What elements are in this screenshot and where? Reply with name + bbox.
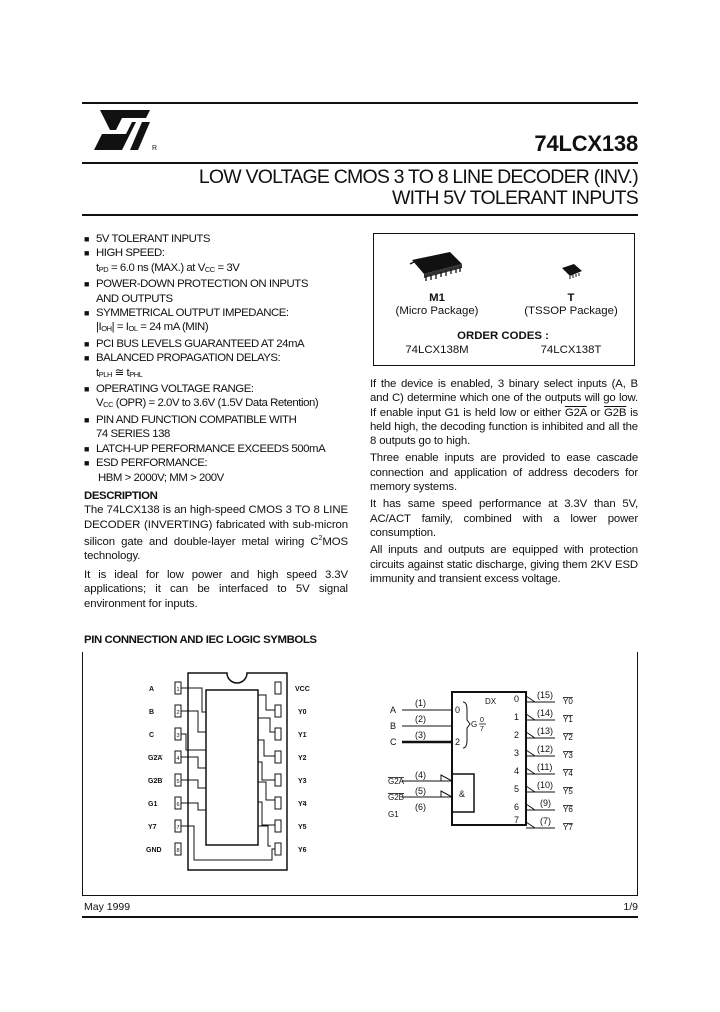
svg-text:(7): (7) [540,816,551,826]
feature-item: ■ OPERATING VOLTAGE RANGE: [84,383,254,396]
feature-detail: $|I_{OH}| = I_{OL} = 24$ mA (MIN) [96,321,209,334]
svg-text:(12): (12) [537,744,554,754]
bullet-icon: ■ [84,384,89,395]
svg-text:1: 1 [514,712,520,722]
pin-label-g1: G1 [148,801,158,808]
svg-text:6: 6 [514,802,520,812]
pin-label-g2a: G2A [148,755,163,762]
svg-text:(4): (4) [415,770,426,780]
pin-label-y6: Y6 [298,847,307,854]
svg-text:(3): (3) [415,730,426,740]
feature-detail: $t_{PD} = 6.0$ ns (MAX.) at $V_{CC} = 3V$ [96,261,240,274]
right-p4: All inputs and outputs are equipped with protection circuits against static discharge, giving them 2KV ESD immunity and transient excess voltage. [370,544,638,585]
dip-pin-diagram [140,670,320,880]
iec-logic-symbol [385,680,585,860]
features-list [84,232,364,485]
svg-text:0: 0 [514,694,520,704]
order-code-t: 74LCX138T [540,344,602,356]
dx-label: DX [485,697,497,706]
feature-item: ■ HIGH SPEED: [84,247,165,260]
description-section [84,489,348,615]
feature-item: ■ ESD PERFORMANCE: [84,457,208,470]
pin-label-y2: Y2 [298,755,307,762]
svg-text:7: 7 [480,726,484,733]
svg-text:C: C [390,737,397,747]
order-code-m: 74LCX138M [405,344,469,356]
svg-text:Y1: Y1 [563,715,573,724]
svg-text:Y0: Y0 [563,697,573,706]
svg-text:B: B [390,721,397,731]
svg-text:4: 4 [514,766,520,776]
st-logo [92,108,162,152]
feature-detail: 74 SERIES 138 [96,428,170,441]
subtitle-rule [82,214,638,216]
footer-date: May 1999 [84,901,131,913]
pin-label-y7: Y7 [148,824,157,831]
right-p1: If the device is enabled, 3 binary select inputs (A, B and C) determine which one of the outputs will go low. If enable input G1 is held low or either G2A or G2B is held high, the decoding function is inhibited and all the 8 outputs go to high. [370,378,638,448]
svg-text:(1): (1) [415,698,426,708]
device-description [370,377,638,589]
pin-label-gnd: GND [146,847,162,854]
svg-text:(10): (10) [537,780,554,790]
pin-label-y4: Y4 [298,801,307,808]
order-codes-label: ORDER CODES : [457,330,549,342]
description-p2: It is ideal for low power and high speed 3.3V applications; it can be interfaced to 5V signal environment for inputs. [84,568,348,610]
svg-text:5: 5 [514,784,520,794]
svg-text:G2A: G2A [388,777,405,786]
bullet-icon: ■ [84,234,89,244]
feature-item: ■ PCI BUS LEVELS GUARANTEED AT 24mA [84,337,305,350]
svg-text:A: A [390,705,397,715]
svg-text:6: 6 [176,802,180,808]
svg-text:3: 3 [176,733,180,739]
bullet-icon: ■ [84,414,89,425]
title-rule [82,162,638,164]
svg-text:1: 1 [176,687,180,693]
bullet-icon: ■ [84,279,89,290]
svg-text:Y5: Y5 [563,787,573,796]
pin-label-a: A [149,686,155,693]
feature-item: ■ PIN AND FUNCTION COMPATIBLE WITH [84,413,297,426]
svg-text:Y3: Y3 [563,751,573,760]
feature-detail: HBM > 2000V; MM > 200V [98,471,224,484]
feature-item: ■ 5V TOLERANT INPUTS [84,233,211,245]
feature-detail: $t_{PLH}$ ≅ $t_{PHL}$ [96,366,143,379]
right-p2: Three enable inputs are provided to ease cascade connection and application of address decoders for memory systems. [370,452,638,494]
pin-label-y1: Y1 [298,732,307,739]
pin-label-y5: Y5 [298,824,307,831]
tssop-package-icon [560,262,584,287]
package-box [373,233,635,366]
svg-text:Y7: Y7 [563,823,573,832]
bullet-icon: ■ [84,458,89,469]
svg-text:4: 4 [176,756,180,762]
svg-text:Y2: Y2 [563,733,573,742]
feature-detail: AND OUTPUTS [96,292,173,305]
pin-label-y0: Y0 [298,709,307,716]
bullet-icon: ■ [84,443,89,454]
bullet-icon: ■ [84,338,89,349]
svg-text:0: 0 [480,717,484,724]
pin-label-c: C [149,732,155,739]
svg-text:G2B: G2B [388,793,405,802]
svg-text:5: 5 [176,779,180,785]
svg-text:Y6: Y6 [563,805,573,814]
svg-text:0: 0 [455,705,461,715]
svg-text:(11): (11) [537,762,553,772]
part-number: 74LCX138 [534,131,638,156]
feature-item: ■ POWER-DOWN PROTECTION ON INPUTS [84,278,308,291]
svg-text:2: 2 [514,730,520,740]
pin-label-g2b: G2B [148,778,163,785]
footer-page: 1/9 [623,901,638,913]
bullet-icon: ■ [84,353,89,364]
svg-text:(14): (14) [537,708,554,718]
pin-section-title: PIN CONNECTION AND IEC LOGIC SYMBOLS [84,634,317,646]
svg-text:G: G [471,720,478,729]
description-p1: The 74LCX138 is an high-speed CMOS 3 TO 8 LINE DECODER (INVERTING) fabricated with sub-micron silicon gate and double-layer metal wiring $C^2MOS$ technology. [84,504,348,563]
svg-text:&: & [459,789,466,799]
svg-text:(5): (5) [415,786,426,796]
svg-text:8: 8 [176,848,180,854]
svg-text:(15): (15) [537,690,554,700]
package-m1: M1 (Micro Package) [395,292,479,317]
pin-label-y3: Y3 [298,778,307,785]
feature-item: ■ BALANCED PROPAGATION DELAYS: [84,352,281,365]
package-t: T (TSSOP Package) [524,292,618,317]
feature-item: ■ SYMMETRICAL OUTPUT IMPEDANCE: [84,307,289,320]
svg-text:7: 7 [514,815,520,825]
feature-item: ■ LATCH-UP PERFORMANCE EXCEEDS 500mA [84,442,326,455]
footer-rule [82,916,638,918]
description-heading: DESCRIPTION [84,490,158,502]
svg-text:G1: G1 [388,810,399,819]
top-rule [82,102,638,104]
bullet-icon: ■ [84,308,89,319]
so16-package-icon [406,250,466,289]
svg-text:7: 7 [176,825,180,831]
svg-text:2: 2 [455,737,461,747]
svg-text:(13): (13) [537,726,554,736]
svg-text:(9): (9) [540,798,551,808]
svg-text:(2): (2) [415,714,426,724]
subtitle-line2: WITH 5V TOLERANT INPUTS [392,187,638,209]
svg-text:(6): (6) [415,802,426,812]
svg-text:Y4: Y4 [563,769,573,778]
svg-text:R: R [152,145,158,152]
pin-label-b: B [149,709,155,716]
svg-text:3: 3 [514,748,520,758]
feature-detail: $V_{CC}$ (OPR) = 2.0V to 3.6V (1.5V Data Retention) [96,397,319,410]
right-p3: It has same speed performance at 3.3V than 5V, AC/ACT family, combined with a lower power consumption. [370,498,638,539]
subtitle-line1: LOW VOLTAGE CMOS 3 TO 8 LINE DECODER (INV.) [198,166,638,188]
svg-text:2: 2 [176,710,180,716]
pin-label-vcc: VCC [295,686,310,693]
bullet-icon: ■ [84,248,89,259]
